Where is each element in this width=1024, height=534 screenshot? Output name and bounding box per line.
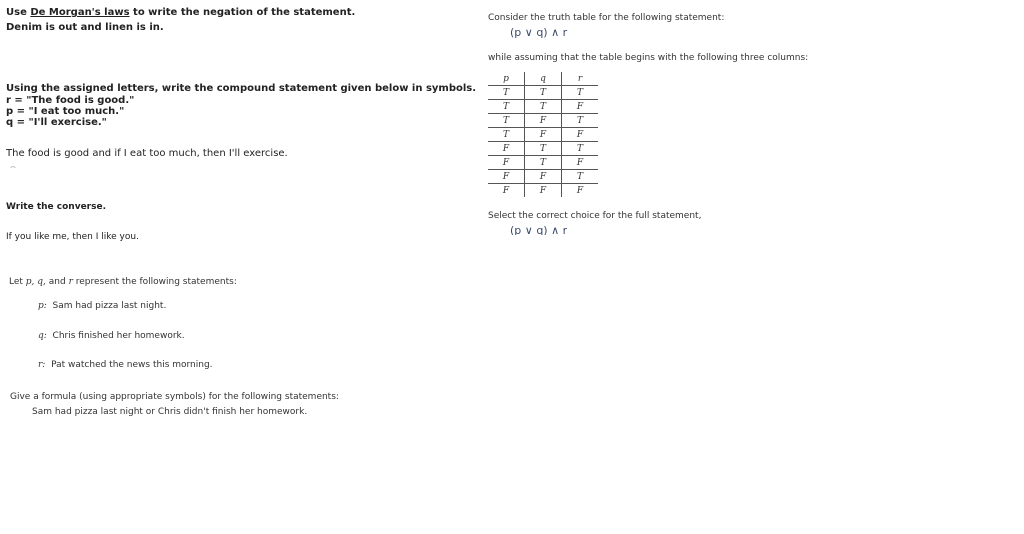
cell: F xyxy=(562,156,599,170)
header-q: q xyxy=(525,72,562,86)
cell: T xyxy=(562,170,599,184)
cell: F xyxy=(525,184,562,198)
cell: T xyxy=(488,114,525,128)
q4-item-q: q: Chris finished her homework. xyxy=(38,331,185,341)
q2-instruction: Using the assigned letters, write the compound statement given below in symbols. xyxy=(6,83,477,94)
cell: F xyxy=(488,156,525,170)
caret-icon[interactable]: ⌢ xyxy=(10,162,16,172)
cell: F xyxy=(525,128,562,142)
truth-table-header xyxy=(488,72,598,86)
cell: F xyxy=(562,100,599,114)
cell: T xyxy=(562,142,599,156)
q4-formula-prompt: Give a formula (using appropriate symbols) for the following statements: xyxy=(10,392,339,402)
table-row xyxy=(488,128,598,142)
table-row xyxy=(488,184,598,198)
q1-statement: Denim is out and linen is in. xyxy=(6,22,164,33)
cell: T xyxy=(525,86,562,100)
q4-item-p: p: Sam had pizza last night. xyxy=(38,301,167,311)
cell: T xyxy=(488,128,525,142)
q5-formula-2: (p ∨ q) ∧ r xyxy=(510,224,568,235)
q2-definitions xyxy=(6,95,134,128)
cell: F xyxy=(525,114,562,128)
cell: T xyxy=(488,86,525,100)
table-row xyxy=(488,142,598,156)
q4-item-r: r: Pat watched the news this morning. xyxy=(38,360,213,370)
q4-formula-statement: Sam had pizza last night or Chris didn't finish her homework. xyxy=(32,407,308,417)
cell: F xyxy=(502,185,510,196)
q5-intro: Consider the truth table for the following statement: xyxy=(488,13,725,23)
cell: F xyxy=(525,170,562,184)
q4-intro: Let p, q, and r represent the following statements: xyxy=(9,277,237,287)
de-morgans-link[interactable]: De Morgan's laws xyxy=(30,7,130,18)
cell: F xyxy=(488,170,525,184)
cell: F xyxy=(562,128,599,142)
q3-statement: If you like me, then I like you. xyxy=(6,232,139,242)
definition-q: q = "I'll exercise." xyxy=(6,117,107,128)
cell: F xyxy=(562,184,599,198)
cell: T xyxy=(525,142,562,156)
table-row xyxy=(488,156,598,170)
cell: T xyxy=(562,86,599,100)
cell: T xyxy=(525,100,562,114)
table-row xyxy=(488,114,598,128)
q5-select: Select the correct choice for the full statement, xyxy=(488,211,702,221)
table-row xyxy=(488,86,598,100)
truth-table xyxy=(488,72,598,197)
q5-formula: (p ∨ q) ∧ r xyxy=(510,26,568,39)
cell: F xyxy=(488,142,525,156)
cell: T xyxy=(562,114,599,128)
header-r: r xyxy=(562,72,599,86)
q2-statement: The food is good and if I eat too much, then I'll exercise. xyxy=(6,148,288,159)
definition-p: p = "I eat too much." xyxy=(6,106,125,117)
header-p: p xyxy=(488,72,525,86)
q5-assume: while assuming that the table begins with the following three columns: xyxy=(488,53,809,63)
table-row xyxy=(488,170,598,184)
q1-instruction: Use De Morgan's laws to write the negation of the statement. xyxy=(6,7,356,18)
q3-instruction: Write the converse. xyxy=(6,202,106,212)
definition-r: r = "The food is good." xyxy=(6,95,135,106)
cell: T xyxy=(488,100,525,114)
cell: T xyxy=(525,156,562,170)
table-row xyxy=(488,100,598,114)
